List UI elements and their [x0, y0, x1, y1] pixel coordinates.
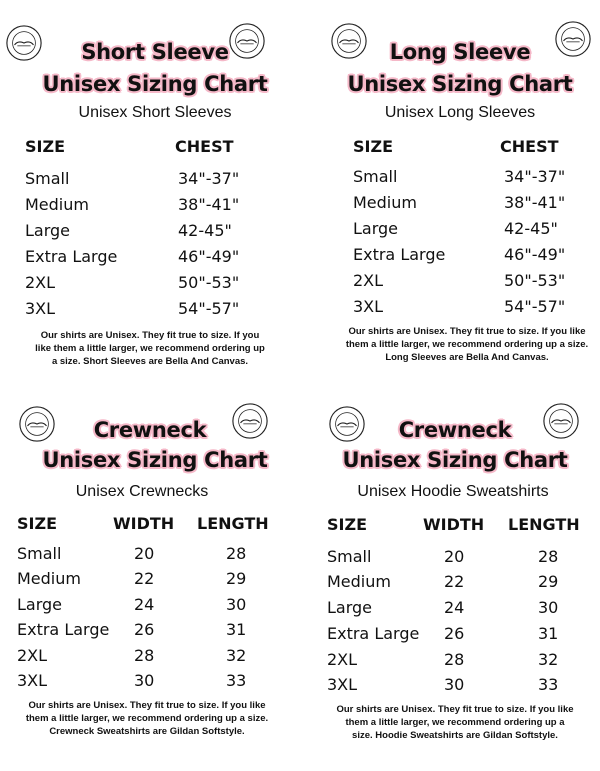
width-value: 20: [134, 544, 155, 563]
size-label: 3XL: [353, 297, 384, 316]
chart-title-line1: Short Sleeve: [81, 40, 229, 64]
size-label: Large: [327, 598, 373, 617]
length-value: 29: [226, 569, 247, 588]
length-value: 31: [226, 620, 247, 639]
size-label: 2XL: [327, 650, 358, 669]
chest-value: 54"-57": [178, 299, 240, 318]
size-label: Extra Large: [327, 624, 420, 643]
size-label: Medium: [17, 569, 81, 588]
size-label: 2XL: [25, 273, 56, 292]
width-value: 22: [444, 572, 465, 591]
column-header-chest: CHEST: [500, 137, 559, 156]
chart-title-line1: Long Sleeve: [389, 40, 531, 64]
size-label: Medium: [25, 195, 89, 214]
chart-title-line2: Unisex Sizing Chart: [342, 448, 568, 472]
size-label: 3XL: [17, 671, 48, 690]
width-value: 30: [444, 675, 465, 694]
chart-subtitle: Unisex Hoodie Sweatshirts: [357, 483, 549, 500]
width-value: 26: [444, 624, 465, 643]
chest-value: 50"-53": [504, 271, 566, 290]
chart-title-line2: Unisex Sizing Chart: [347, 72, 573, 96]
chart-subtitle: Unisex Long Sleeves: [384, 104, 536, 121]
length-value: 31: [538, 624, 559, 643]
length-value: 28: [226, 544, 247, 563]
chest-value: 46"-49": [504, 245, 566, 264]
panel-hoodie: [300, 385, 600, 771]
column-header-width: WIDTH: [423, 515, 485, 534]
sizing-note: Our shirts are Unisex. They fit true to size. If you like them a little larger, we recommend ordering up a size. Crewneck Sweatshirts are Gildan Softstyle.: [25, 700, 269, 737]
chest-value: 34"-37": [178, 169, 240, 188]
column-header-length: LENGTH: [197, 514, 269, 533]
panel-crewneck: [0, 385, 300, 771]
sizing-note: Our shirts are Unisex. They fit true to size. If you like them a little larger, we recommend ordering up a size. Long Sleeves are Bella And Canvas.: [345, 326, 589, 363]
width-value: 24: [134, 595, 155, 614]
column-header-chest: CHEST: [175, 137, 234, 156]
length-value: 32: [226, 646, 247, 665]
column-header-size: SIZE: [353, 137, 394, 156]
size-label: Large: [353, 219, 399, 238]
panel-long-sleeve: [300, 0, 600, 380]
length-value: 30: [538, 598, 559, 617]
length-value: 32: [538, 650, 559, 669]
width-value: 22: [134, 569, 155, 588]
size-label: Large: [17, 595, 63, 614]
chest-value: 42-45": [504, 219, 558, 238]
length-value: 33: [538, 675, 559, 694]
chest-value: 50"-53": [178, 273, 240, 292]
chest-value: 38"-41": [504, 193, 566, 212]
chart-title-line2: Unisex Sizing Chart: [42, 72, 268, 96]
size-label: Small: [25, 169, 70, 188]
column-header-length: LENGTH: [508, 515, 580, 534]
width-value: 28: [134, 646, 155, 665]
size-label: Medium: [353, 193, 417, 212]
chart-title-line2: Unisex Sizing Chart: [42, 448, 268, 472]
chest-value: 42-45": [178, 221, 232, 240]
sizing-note: Our shirts are Unisex. They fit true to size. If you like them a little larger, we recommend ordering up a size. Short Sleeves are Bella And Canvas.: [35, 330, 265, 367]
width-value: 26: [134, 620, 155, 639]
chest-value: 34"-37": [504, 167, 566, 186]
length-value: 33: [226, 671, 247, 690]
chart-subtitle: Unisex Crewnecks: [75, 483, 209, 500]
chest-value: 54"-57": [504, 297, 566, 316]
width-value: 28: [444, 650, 465, 669]
length-value: 28: [538, 547, 559, 566]
width-value: 30: [134, 671, 155, 690]
size-label: Small: [17, 544, 62, 563]
chart-subtitle: Unisex Short Sleeves: [78, 104, 232, 121]
chest-value: 38"-41": [178, 195, 240, 214]
size-label: 3XL: [25, 299, 56, 318]
panel-short-sleeve: [0, 0, 300, 380]
size-label: 3XL: [327, 675, 358, 694]
chart-title-line1: Crewneck: [93, 418, 207, 442]
size-label: Large: [25, 221, 71, 240]
length-value: 30: [226, 595, 247, 614]
sizing-note: Our shirts are Unisex. They fit true to size. If you like them a little larger, we recommend ordering up a size. Hoodie Sweatshirts are Gildan Softstyle.: [336, 704, 574, 741]
chart-title-line1: Crewneck: [398, 418, 512, 442]
column-header-size: SIZE: [327, 515, 368, 534]
size-label: Small: [327, 547, 372, 566]
column-header-size: SIZE: [25, 137, 66, 156]
size-label: Extra Large: [353, 245, 446, 264]
size-label: 2XL: [17, 646, 48, 665]
size-label: Medium: [327, 572, 391, 591]
size-label: Small: [353, 167, 398, 186]
chest-value: 46"-49": [178, 247, 240, 266]
length-value: 29: [538, 572, 559, 591]
column-header-size: SIZE: [17, 514, 58, 533]
width-value: 20: [444, 547, 465, 566]
column-header-width: WIDTH: [113, 514, 175, 533]
size-label: Extra Large: [17, 620, 110, 639]
size-label: Extra Large: [25, 247, 118, 266]
size-label: 2XL: [353, 271, 384, 290]
width-value: 24: [444, 598, 465, 617]
